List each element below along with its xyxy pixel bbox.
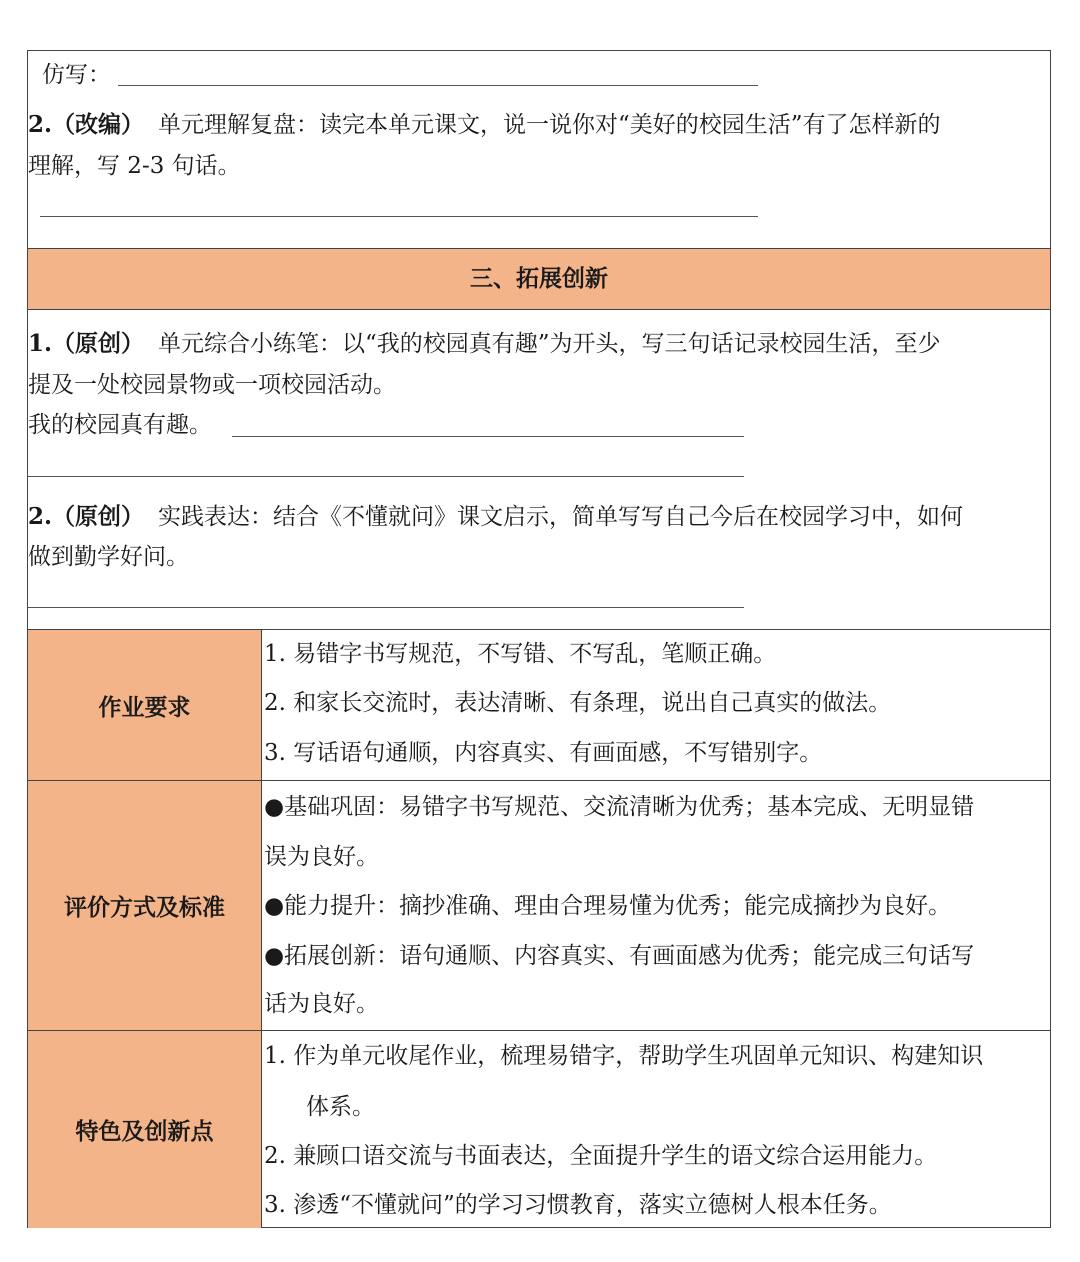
requirement-item: 3. 写话语句通顺，内容真实、有画面感，不写错别字。 (264, 740, 823, 766)
imitate-answer-line[interactable] (118, 85, 758, 86)
feature-line: 体系。 (306, 1094, 375, 1120)
answer-line[interactable] (232, 436, 744, 437)
evaluation-line: 误为良好。 (264, 844, 379, 870)
requirements-label: 作业要求 (28, 630, 262, 780)
question-text-cont: 提及一处校园景物或一项校园活动。 (28, 372, 396, 398)
question-2-revised (28, 105, 941, 145)
question-1-original (28, 324, 941, 364)
answer-line[interactable] (28, 607, 744, 608)
question-2-original (28, 497, 963, 537)
question-number: 1. (28, 330, 53, 357)
question-text: 实践表达：结合《不懂就问》课文启示，简单写写自己今后在校园学习中，如何 (158, 504, 964, 530)
evaluation-content (262, 781, 1050, 1030)
imitate-label: 仿写： (42, 62, 111, 88)
evaluation-label: 评价方式及标准 (28, 781, 262, 1030)
features-label: 特色及创新点 (28, 1031, 262, 1228)
question-text-cont: 理解，写 2-3 句话。 (28, 153, 241, 179)
feature-line: 1. 作为单元收尾作业，梳理易错字，帮助学生巩固单元知识、构建知识 (264, 1043, 984, 1069)
evaluation-line: ●拓展创新：语句通顺、内容真实、有画面感为优秀；能完成三句话写 (264, 943, 975, 969)
section-header: 三、拓展创新 (28, 249, 1050, 309)
evaluation-line: ●基础巩固：易错字书写规范、交流清晰为优秀；基本完成、无明显错 (264, 794, 975, 820)
question-tag: （原创） (52, 330, 145, 357)
answer-line[interactable] (40, 216, 758, 217)
homework-table (27, 50, 1051, 1228)
question-number: 2. (28, 503, 53, 530)
question-text-cont: 做到勤学好问。 (28, 544, 189, 570)
question-text: 单元理解复盘：读完本单元课文，说一说你对“美好的校园生活”有了怎样新的 (158, 112, 941, 138)
feature-line: 3. 渗透“不懂就问”的学习习惯教育，落实立德树人根本任务。 (264, 1192, 892, 1218)
requirement-item: 1. 易错字书写规范，不写错、不写乱，笔顺正确。 (264, 641, 777, 667)
features-content (262, 1031, 1050, 1228)
evaluation-line: 话为良好。 (264, 991, 379, 1017)
question-tag: （改编） (52, 111, 145, 138)
requirements-content (262, 630, 1050, 780)
writing-starter: 我的校园真有趣。 (28, 412, 212, 438)
feature-line: 2. 兼顾口语交流与书面表达，全面提升学生的语文综合运用能力。 (264, 1143, 938, 1169)
question-number: 2. (28, 111, 53, 138)
divider (28, 309, 1050, 310)
requirement-item: 2. 和家长交流时，表达清晰、有条理，说出自己真实的做法。 (264, 690, 892, 716)
evaluation-line: ●能力提升：摘抄准确、理由合理易懂为优秀；能完成摘抄为良好。 (264, 893, 952, 919)
question-text: 单元综合小练笔：以“我的校园真有趣”为开头，写三句话记录校园生活，至少 (158, 331, 941, 357)
answer-line[interactable] (28, 476, 744, 477)
question-tag: （原创） (52, 503, 145, 530)
